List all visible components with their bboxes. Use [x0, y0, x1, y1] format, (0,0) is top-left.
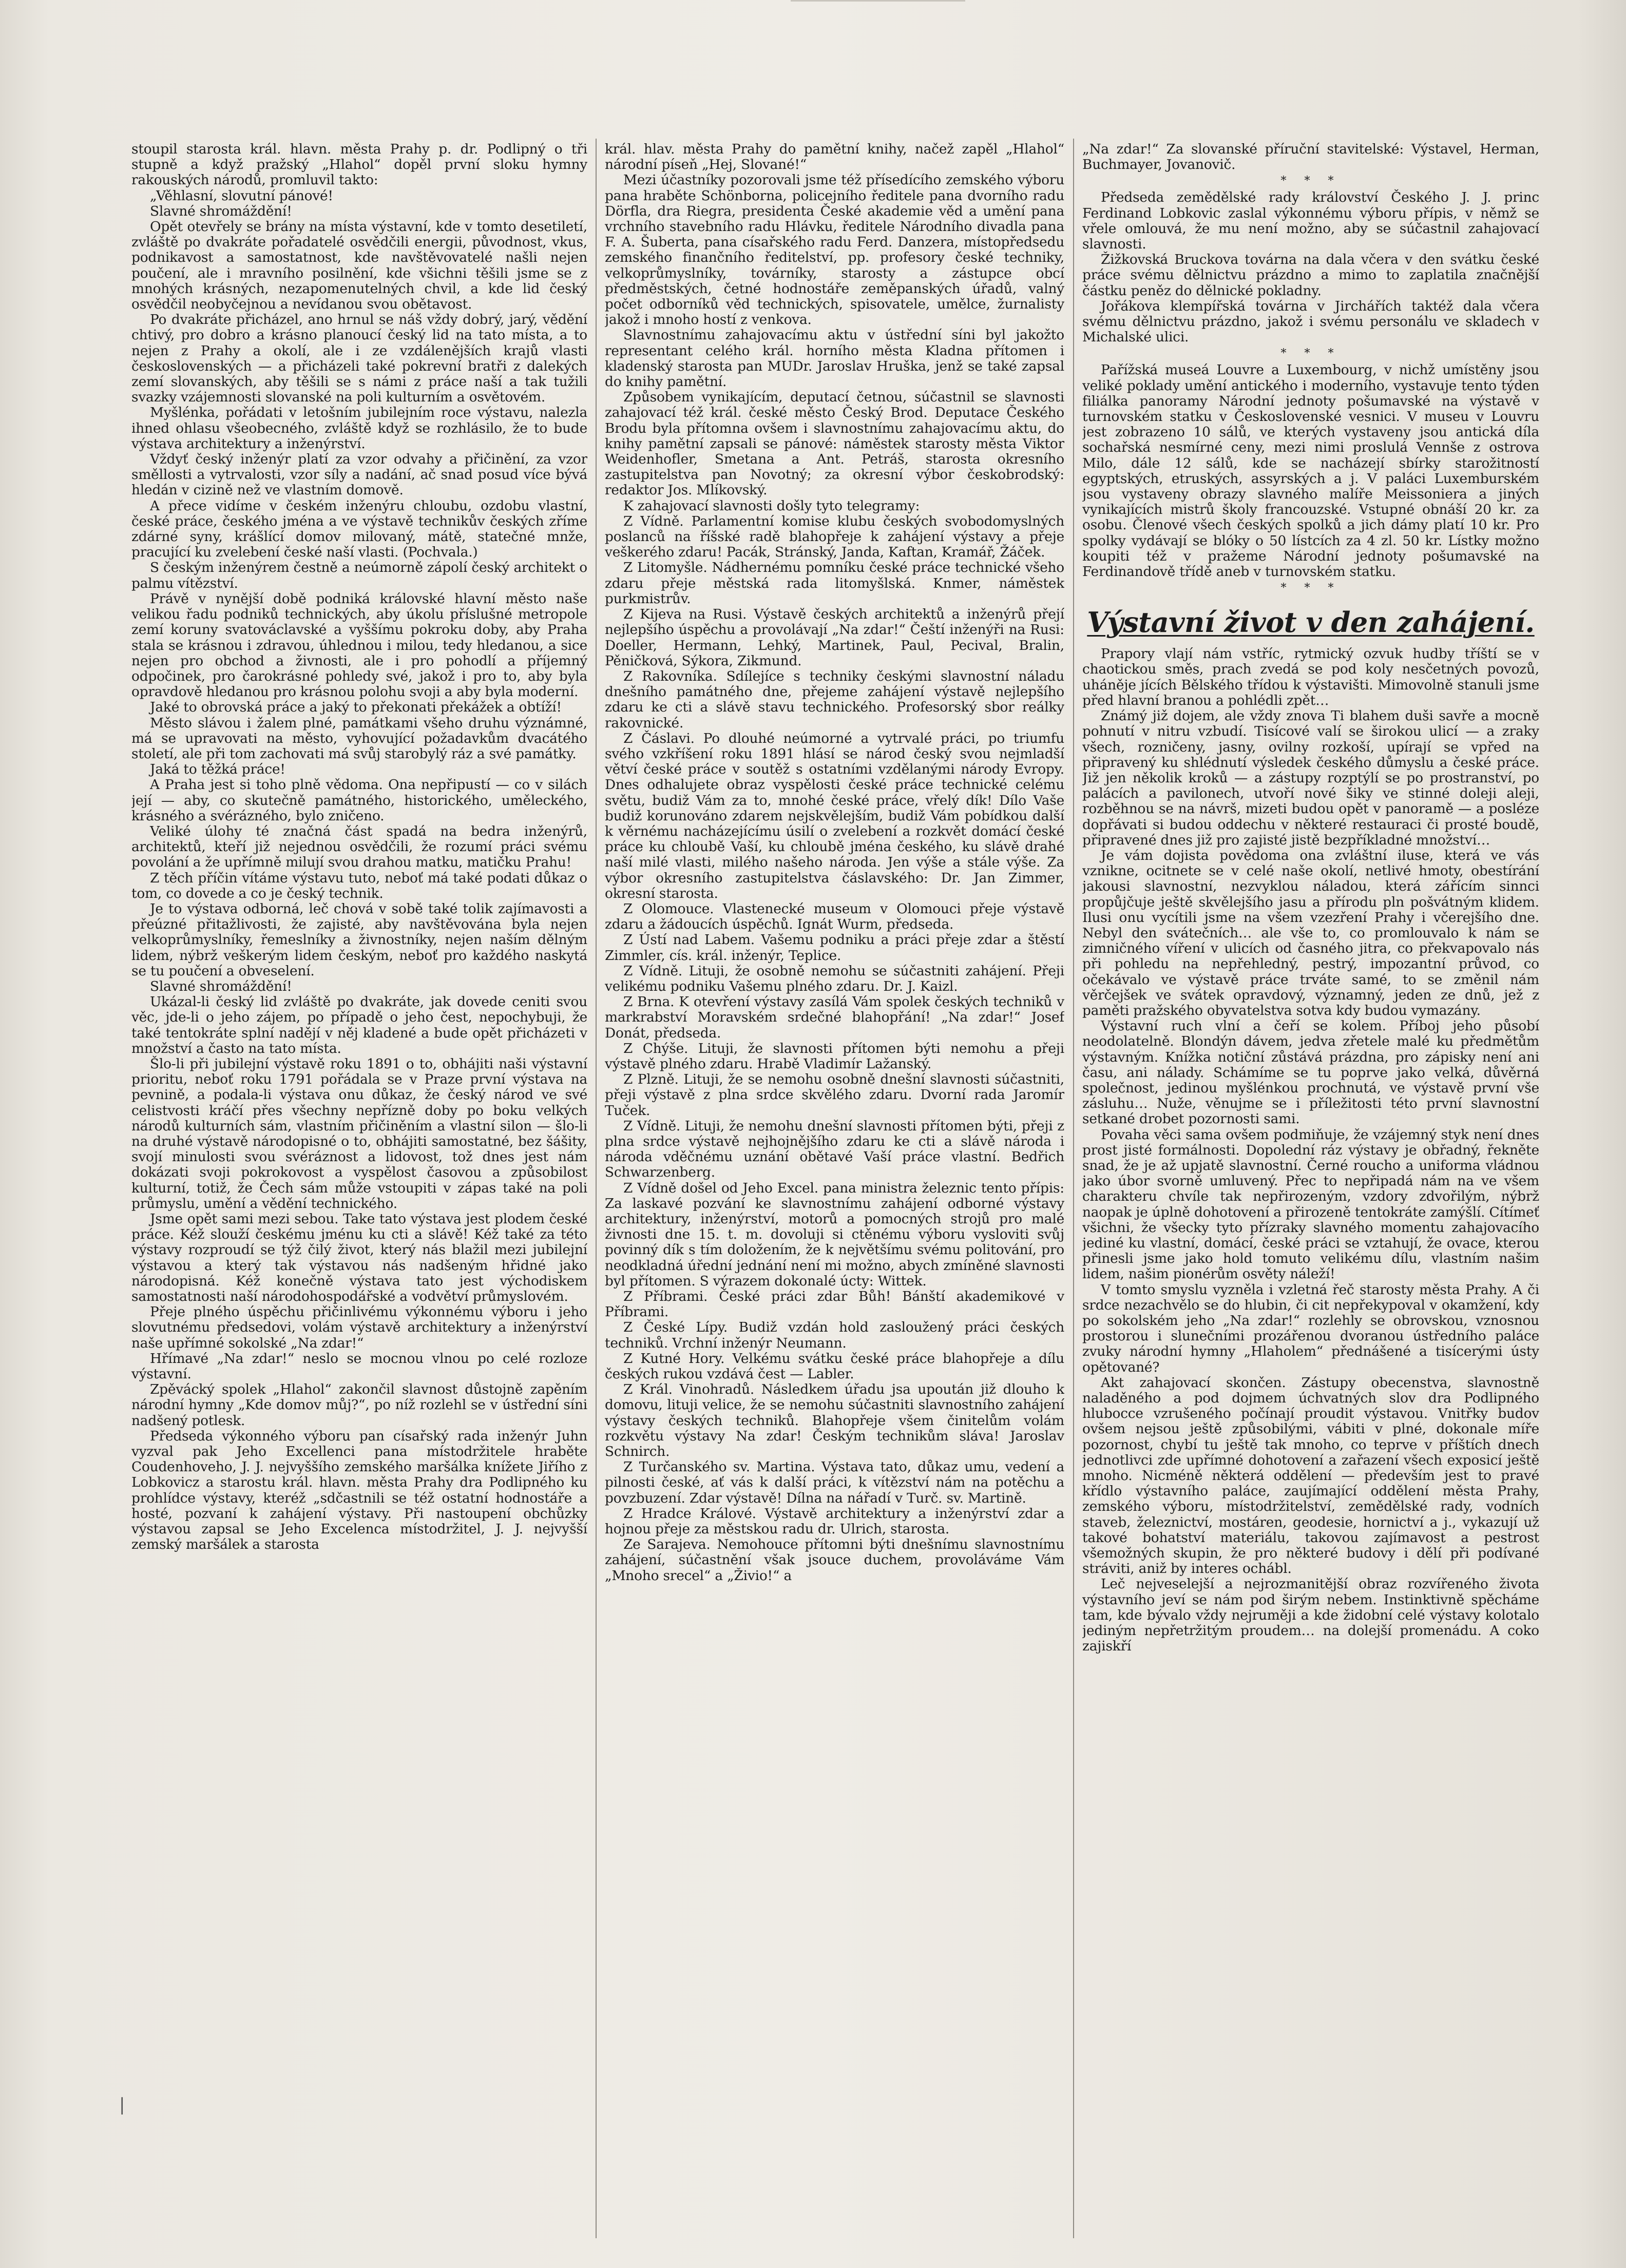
paragraph: Z Chýše. Lituji, že slavnosti přítomen býti nemohu a přeji výstavě plného zdaru. Hrabě Vladimír Lažanský. — [605, 1040, 1064, 1072]
column-1 — [131, 142, 587, 2236]
paragraph: Z Vídně. Parlamentní komise klubu českých svobodomyslných poslanců na říšské radě blahopřeje k zahájení výstavy a přeje veškerého zdaru! Pacák, Stránský, Janda, Kaftan, Kramář, Žáček. — [605, 513, 1064, 561]
paragraph: Ze Sarajeva. Nemohouce přítomni býti dnešnímu slavnostnímu zahájení, súčastnění však jsouce duchem, provoláváme Vám „Mnoho srecel“ a „Živio!“ a — [605, 1536, 1064, 1584]
paragraph: Zpěvácký spolek „Hlahol“ zakončil slavnost důstojně zapěním národní hymny „Kde domov můj?“, po níž rozlehl se v ústřední síni nadšený potlesk. — [131, 1381, 587, 1429]
column-3 — [1082, 142, 1539, 2236]
paragraph: Z těch příčin vítáme výstavu tuto, neboť má také podati důkaz o tom, co dovede a co je český technik. — [131, 870, 587, 901]
paragraph: Jořákova klempířská továrna v Jirchářích taktéž dala včera svému dělnictvu prázdno, jakož i svému personálu ve skladech v Michalské ulici. — [1082, 298, 1539, 345]
paragraph: Z Ústí nad Labem. Vašemu podniku a práci přeje zdar a štěstí Zimmler, cís. král. inženýr, Teplice. — [605, 932, 1064, 964]
paragraph: S českým inženýrem čestně a neúmorně zápolí český architekt o palmu vítězství. — [131, 560, 587, 591]
paragraph: Prapory vlají nám vstříc, rytmický ozvuk hudby tříští se v chaotickou směs, prach zvedá se pod koly nesčetných povozů, uháněje jících Bělského třídou k výstavišti. Mimovolně stanuli jsme před hlavní branou a pohlédli zpět… — [1082, 646, 1539, 708]
paragraph: Předseda výkonného výboru pan císařský rada inženýr Juhn vyzval pak Jeho Excellenci pana místodržitele hraběte Coudenhoveho, J. J. nejvyššího zemského maršálka knížete Jiřího z Lobkovicz a starostu král. hlavn. města Prahy dra Podlipného ku prohlídce výstavy, kteréž „sdčastnili se též ostatní hodnostáře a hosté, pozvaní k zahájení výstavy. Při nastoupení obchůzky výstavou zapsal se Jeho Excelenca místodržitel, J. J. nejvyšší zemský maršálek a starosta — [131, 1428, 587, 1553]
paragraph: Šlo-li při jubilejní výstavě roku 1891 o to, obhájiti naši výstavní prioritu, neboť roku 1791 pořádala se v Praze první výstava na pevnině, a podala-li výstava onu důkaz, že český národ ve své celistvosti kráčí přes všechny nepřízně doby po boku velkých národů kulturních sám, vlastním přičiněním a vlastní silon — šlo-li na druhé výstavě národopisné o to, obhájiti samostatné, bez šášity, svojí minulosti svou svéráznost a lidovost, tož dnes jest nám dokázati svoji pokrokovost a vyspělost časovou a způsobilost kulturní, totiž, že Čech sám může vstoupiti v zápas také na poli průmyslu, umění a vědění technického. — [131, 1055, 587, 1212]
paragraph: A přece vidíme v českém inženýru chloubu, ozdobu vlastní, české práce, českého jména a ve výstavě technikův českých zříme zdárné syny, krášlící domov milovaný, mátě, statečné mnže, pracující ku zvelebení české naší vlasti. (Pochvala.) — [131, 497, 587, 561]
paragraph: Z Olomouce. Vlastenecké museum v Olomouci přeje výstavě zdaru a žádoucích úspěchů. Ignát Wurm, předseda. — [605, 900, 1064, 933]
paragraph: Jaké to obrovská práce a jaký to překonati překážek a obtíží! — [150, 699, 562, 716]
paragraph: Z Turčanského sv. Martina. Výstava tato, důkaz umu, vedení a pilnosti české, ať vás k další práci, k vítězství nám na potěchu a povzbuzení. Zdar výstavě! Dílna na nářadí v Turč. sv. Martině. — [605, 1459, 1064, 1506]
paragraph: Z Kijeva na Rusi. Výstavě českých architektů a inženýrů přejí nejlepšího úspěchu a provolávají „Na zdar!“ Čeští inženýři na Rusi: Doeller, Hermann, Lehký, Martinek, Paul, Pecival, Bralin, Pěničková, Sýkora, Zikmund. — [605, 606, 1064, 669]
paragraph: Z Čáslavi. Po dlouhé neúmorné a vytrvalé práci, po triumfu svého vzkříšení roku 1891 hlásí se národ český svou nejmladší větví české práce v soutěž s ostatními vzdělanými národy Evropy. Dnes odhalujete obraz vyspělosti české práce technické celému světu, budiž Vám za to, mnohé české práce, vřelý dík! Dílo Vaše budiž korunováno zdarem nejskvělejším, budiž Vám pobídkou další k věrnému nacházejícímu úsilí o zvelebení a rozkvět domácí české práce ku chloubě Vaší, ku chloubě jména českého, ku slávě drahé naší milé vlasti, milého našeho národa. Jen výše a stále výše. Za výbor okresního zastupitelstva čáslavského: Dr. Jan Zimmer, okresní starosta. — [605, 730, 1064, 901]
separator-stars: * * * — [1280, 582, 1341, 595]
paragraph: Mezi účastníky pozorovali jsme též přísedícího zemského výboru pana hraběte Schönborna, policejního ředitele pana dvorního radu Dörfla, dra Riegra, presidenta České akademie věd a umění pana vrchního stavebního radu Hlávku, ředitele Národního divadla pana F. A. Šuberta, pana císařského radu Ferd. Danzera, místopředsedu zemského finančního ředitelství, pp. profesory české techniky, velkoprůmyslníky, továrníky, starosty a zástupce obcí předměstských, četné hodnostáře zeměpanských úřadů, valný počet odborníků věd technických, spisovatele, umělce, žurnalisty jakož i mnoho hostí z venkova. — [605, 172, 1064, 328]
paragraph: Z Kutné Hory. Velkému svátku české práce blahopřeje a dílu českých rukou vzdává čest — Labler. — [605, 1350, 1064, 1382]
paragraph: Z Brna. K otevření výstavy zasílá Vám spolek českých techniků v markrabství Moravském srdečné blahopřání! „Na zdar!“ Josef Donát, předseda. — [605, 994, 1064, 1041]
paragraph: Je vám dojista povědoma ona zvláštní iluse, která ve vás vznikne, ocitnete se v celé naše okolí, netlivé hmoty, obestírání jakousi slavnostní, nezvyklou náladou, která zářícím sinnci propůjčuje ještě skvělejšího jasu a přírodu pln pošvátným klidem. Ilusi onu vycítili jsme na všem vzezření Prahy i včerejšího dne. Nebyl den svátečních… ale vše to, co promlouvalo k nám se zimničného víření v ulicích od časného jitra, co překvapovalo nás při pohledu na nepřehledný, pestrý, impozantní průvod, co očekávalo ve výstavě práce trváte samé, to se změnil nám věrčejšek ve svátek opravdový, významný, jeden ze dnů, jež z paměti pražského obyvatelstva sotva kdy budou vymazány. — [1082, 847, 1539, 1018]
paragraph: Po dvakráte přicházel, ano hrnul se náš vždy dobrý, jarý, vědění chtivý, pro dobro a krásno planoucí český lid na tato místa, a to nejen z Prahy a okolí, ale i ze vzdálenějších krajů vlasti československých — a přicházeli také pokrevní bratři z dalekých zemí slovanských, aby těšili se s námi z práce naší a tak tužili svazky vzájemnosti slovanské na poli kulturním a osvětovém. — [131, 312, 587, 406]
paragraph: Právě v nynější době podniká královské hlavní město naše velikou řadu podniků technických, aby úkolu příslušné metropole zemí koruny svatováclavské a vyššímu pokroku doby, aby Praha stala se krásnou i zdravou, úhlednou i milou, tedy hledanou, a sice nejen pro obchod a živnosti, ale i pro pohodlí a příjemný odpočinek, pro čarokrásné pohledy své, jakož i pro to, aby byla opravdově hledanou pro krásnou polohu svoji a aby byla moderní. — [131, 590, 587, 700]
paragraph: Veliké úlohy té značná část spadá na bedra inženýrů, architektů, kteří již nejednou osvědčili, že rozumí práci svému povolání a že upřímně milují svou drahou matku, matičku Prahu! — [131, 823, 587, 871]
paragraph: král. hlav. města Prahy do pamětní knihy, načež zapěl „Hlahol“ národní píseň „Hej, Slované!“ — [605, 142, 1064, 173]
paragraph: Město slávou i žalem plné, památkami všeho druhu význámné, má se upravovati na město, vyhovující požadavkům dvacátého století, ale při tom zachovati má svůj starobylý ráz a své památky. — [131, 715, 587, 762]
paragraph: Z Vídně. Lituji, že nemohu dnešní slavnosti přítomen býti, přeji z plna srdce výstavě nejhojnějšího zdaru ke cti a slávě národa i národa vděčnému uznání obětavé Vaší práce vlastní. Bedřich Schwarzenberg. — [605, 1118, 1064, 1181]
paragraph: Povaha věci sama ovšem podmiňuje, že vzájemný styk není dnes prost jisté formálnosti. Dopolední ráz výstavy je obřadný, řekněte snad, že je až upjatě slavnostní. Černé roucho a uniforma vládnou jako úbor svorně umluvený. Přec to nepřipadá nám na ve všem charakteru chvíle tak nepřirozeným, vzdory zdvořilým, nýbrž naopak je úplně dohotovení a přirozeně tentokráte zamýšlí. Cítímeť všichni, že všecky tyto přízraky slavného momentu zahajovacího jediné ku vlastní, domácí, české práci se vztahují, že ovace, kterou přinesli jsme jako hold tomuto velikému dílu, vlastním našim lidem, našim pionérům osvěty náleží! — [1082, 1126, 1539, 1282]
paragraph: Z Vídně. Lituji, že osobně nemohu se súčastniti zahájení. Přeji velikému podniku Vašemu plného zdaru. Dr. J. Kaizl. — [605, 963, 1064, 994]
paragraph: Předseda zemědělské rady království Českého J. J. princ Ferdinand Lobkovic zaslal výkonnému výboru přípis, v němž se vřele omlouvá, že mu není možno, aby se súčastnil zahajovací slavnosti. — [1082, 189, 1539, 253]
paragraph: stoupil starosta král. hlavn. města Prahy p. dr. Podlipný o tři stupně a když pražský „Hlahol“ dopěl první sloku hymny rakouských národů, promluvil takto: — [131, 142, 587, 188]
column-divider-2 — [1073, 139, 1074, 2238]
paragraph: Způsobem vynikajícím, deputací četnou, súčastnil se slavnosti zahajovací též král. české město Český Brod. Deputace Českého Brodu byla přítomna ovšem i slavnostnímu zahajovacímu aktu, do knihy pamětní zapsali se pánové: náměstek starosty města Viktor Weidenhofler, Smetana a Ant. Petráš, starosta okresního zastupitelstva pan Novotný; za okresní výbor českobrodský: redaktor Jos. Mlíkovský. — [605, 389, 1064, 498]
column-3-louvre — [1082, 362, 1539, 580]
paragraph: Slavné shromáždění! — [150, 203, 292, 219]
separator-stars: * * * — [1280, 347, 1341, 360]
column-3-opening — [1082, 142, 1539, 172]
paragraph: Z Hradce Králové. Výstavě architektury a inženýrství zdar a hojnou přeje za městskou radu dr. Ulrich, starosta. — [605, 1505, 1064, 1537]
column-divider-1 — [596, 139, 597, 2238]
separator-stars: * * * — [1280, 175, 1341, 188]
paragraph: Slavnostnímu zahajovacímu aktu v ústřední síni byl jakožto representant celého král. horního města Kladna přítomen i kladenský starosta pan MUDr. Jaroslav Hruška, jenž se také zapsal do knihy pamětní. — [605, 327, 1064, 390]
paragraph: Jaká to těžká práce! — [150, 761, 285, 778]
paragraph: Vždyť český inženýr platí za vzor odvahy a přičinění, za vzor směllosti a vytrvalosti, vzor síly a nadání, ač snad posud více bývá hledán v cizině než ve vlastním domově. — [131, 451, 587, 498]
paragraph: Akt zahajovací skončen. Zástupy obecenstva, slavnostně naladěného a pod dojmem úchvatných slov dra Podlipného hlubocce vzrušeného počínají proudit výstavou. Vnitřky budov ovšem nejsou ještě způsobilými, vábiti v plné, dokonale míře pozornost, chybí tu ještě tak mnoho, co teprve v příštích dnech jednotlivci zde upřímné dohotovení a zařazení všech exposicí ještě mnoho. Nicméně některá oddělení — především jest to pravé křídlo výstavního paláce, zaujímající oddělení města Prahy, zemského výboru, místodržitelství, zemědělské rady, vodních staveb, železnictví, mostáren, geodesie, hornictví a j., vykazují už takové bohatství materiálu, takovou zajímavost a pestrost všemožných skupin, že pro některé budovy i dělí při podívané stráviti, aniž by interes ochábl. — [1082, 1374, 1539, 1577]
paragraph: Žižkovská Bruckova továrna na dala včera v den svátku české práce svému dělnictvu prázdno a mimo to zaplatila značnější částku peněz do dělnické pokladny. — [1082, 252, 1539, 299]
paragraph: Z Král. Vinohradů. Následkem úřadu jsa upoután již dlouho k domovu, lituji velice, že se nemohu súčastniti slavnostního zahájení výstavy českých techniků. Blahopřeje všem činitelům volám rozkvětu výstavy Na zdar! Českým technikům sláva! Jaroslav Schnirch. — [605, 1381, 1064, 1460]
paragraph: Jsme opět sami mezi sebou. Take tato výstava jest plodem české práce. Kéž slouží českému jménu ku cti a slávě! Kéž také za této výstavy rozproudí se týž čilý život, který nás blažil mezi jubilejní výstavou a který tak výstavou nás nadšeným hřidné jako národopisná. Kéž konečně výstava tato jest východiskem samostatnosti naší národohospodářské a vodvětví průmyslovém. — [131, 1211, 587, 1305]
paragraph: Přeje plného úspěchu přičinlivému výkonnému výboru i jeho slovutnému předsedovi, volám výstavě architektury a inženýrství naše upřímné sokolské „Na zdar!“ — [131, 1304, 587, 1351]
paragraph: Slavné shromáždění! — [150, 978, 292, 994]
paragraph: Z Vídně došel od Jeho Excel. pana ministra železnic tento přípis: Za laskavé pozvání ke slavnostnímu zahájení odborné výstavy architektury, inženýrství, motorů a pomocných strojů pro malé živnosti dne 15. t. m. dovoluji si ctěnému výboru vysloviti svůj povinný dík s tím doložením, že k největšímu svému politování, pro neodkladná úřední jednání není mi možno, abych zmíněné slavnosti byl přítomen. S výrazem dokonalé úcty: Wittek. — [605, 1180, 1064, 1289]
paragraph: Opět otevřely se brány na místa výstavní, kde v tomto desetiletí, zvláště po dvakráte pořadatelé osvědčili energii, původnost, vkus, podnikavost a samostatnost, kde navštěvovatelé našli nejen poučení, ale i mravního posilnění, kde všichni těšili jsme se z mnohých krásných, nezapomenutelných chvil, a kde lid český osvědčil neobyčejnou a nevídanou svou obětavost. — [131, 219, 587, 313]
paragraph: Z Plzně. Lituji, že se nemohu osobně dnešní slavnosti súčastniti, přeji výstavě z plna srdce skvělého zdaru. Dvorní rada Jaromír Tuček. — [605, 1071, 1064, 1119]
paragraph: Známý již dojem, ale vždy znova Ti blahem duši savře a mocně pohnutí v nitru vzbudí. Tisícové valí se širokou ulicí — a zraky všech, rozničeny, jasny, ovilny rozkoší, upírají se vpřed na připravený ku shlédnutí výsledek českého důmyslu a české práce. Již jen několik kroků — a zástupy rozptýlí se po prostranství, po palácích a pavilonech, utvoří nové šiky ve stinné doleji aleji, rozběhnou se na návrš, mizeti budou opět v panoramě — a posléze dopřávati si budou oddechu v některé restauraci či prosté boudě, připravené dnes již pro zajisté jistě bezpříkladné množství… — [1082, 708, 1539, 848]
paragraph: Z Litomyšle. Nádhernému pomníku české práce technické všeho zdaru přeje městská rada litomyšlská. Knmer, náměstek purkmistrův. — [605, 560, 1064, 607]
paragraph: Je to výstava odborná, leč chová v sobě také tolik zajímavosti a přeúzné přitažlivosti, že zajisté, aby navštěvována byla nejen velkoprůmyslníky, řemeslníky a živnostníky, nejen naším dělným lidem, nýbrž veškerým lidem českým, neboť pro každého naskytá se tu poučení a obveselení. — [131, 900, 587, 979]
paragraph: A Praha jest si toho plně vědoma. Ona nepřipustí — co v silách její — aby, co skutečně památného, historického, uměleckého, krásného a svérázného, bylo zničeno. — [131, 777, 587, 824]
paragraph: „Věhlasní, slovutní pánové! — [150, 187, 333, 204]
column-3-notices — [1082, 190, 1539, 345]
paragraph: Pařížská museá Louvre a Luxembourg, v nichž umístěny jsou veliké poklady umění antického i moderního, vystavuje tento týden filiálka panoramy Národní jednoty pošumavské na výstavě v turnovském statku v Československé vesnici. V museu v Louvru jest zobrazeno 10 sálů, ve kterých vystaveny jsou antická díla sochařská nesmírné ceny, mezi nimi proslulá Vennše z ostrova Milo, dále 12 sálů, kde se nacházejí sbírky starožitností egyptských, etruských, assyrských a j. V paláci Luxemburském jsou vystaveny obrazy slavného malíře Meissoniera a jiných vynikajících mistrů školy francouzské. Vstupné obnáší 20 kr. za osobu. Členové všech českých spolků a jich dámy platí 10 kr. Pro spolky vydávají se blóky o 50 lístcích za 4 zl. 50 kr. Lístky možno koupiti též v pražeme Národní jednoty pošumavské na Ferdinandově třídě aneb v turnovském statku. — [1082, 362, 1539, 580]
paragraph: „Na zdar!“ Za slovanské příruční stavitelské: Výstavel, Herman, Buchmayer, Jovanovič. — [1082, 142, 1539, 173]
margin-mark: | — [119, 2094, 125, 2115]
column-2 — [605, 142, 1064, 2236]
paragraph: Z Příbrami. České práci zdar Bůh! Bánští akademikové v Příbrami. — [605, 1289, 1064, 1320]
section-heading: Výstavní život v den zahájení. — [1087, 606, 1535, 639]
paragraph: Hřímavé „Na zdar!“ neslo se mocnou vlnou po celé rozloze výstavní. — [131, 1350, 587, 1382]
paragraph: Z České Lípy. Budiž vzdán hold zasloužený práci českých techniků. Vrchní inženýr Neumann. — [605, 1319, 1064, 1351]
paragraph: Leč nejveselejší a nejrozmanitější obraz rozvířeného života výstavního jeví se nám pod širým nebem. Instinktivně spěcháme tam, kde bývalo vždy nejruměji a kde židobní celé výstavy kolotalo jediným nepřetržitým proudem… na dolejší promenádu. A coko zajiskří — [1082, 1576, 1539, 1655]
paragraph: Z Rakovníka. Sdílejíce s techniky českými slavnostní náladu dnešního památného dne, přejeme zahájení výstavě nejlepšího zdaru ke cti a slávě stavu technického. Profesorský sbor reálky rakovnické. — [605, 668, 1064, 731]
paragraph: Myšlénka, pořádati v letošním jubilejním roce výstavu, nalezla ihned ohlasu všeobecného, zvláště když se rozhlásilo, že to bude výstava architektury a inženýrství. — [131, 405, 587, 452]
paragraph: Výstavní ruch vlní a čeří se kolem. Příboj jeho působí neodolatelně. Blondýn dávem, jedva zřetele malé ku předmětům výstavným. Knížka notiční zůstává prázdna, pro zápisky není ani času, ani nálady. Schámíme se tu poprve jako velká, důvěrná společnost, jedinou myšlénkou prochnutá, ve výstavě první vše zásluhu… Nuže, věnujme se i příležitosti této první slavnostní setkané drobet pozornosti sami. — [1082, 1018, 1539, 1127]
paragraph: Ukázal-li český lid zvláště po dvakráte, jak dovede ceniti svou věc, jde-li o jeho zájem, po případě o jeho čest, nepochybuji, že také tentokráte splní nadějí v něj kladené a bude opět přicházeti v množství a často na tato místa. — [131, 994, 587, 1056]
paragraph: K zahajovací slavnosti došly tyto telegramy: — [623, 497, 920, 514]
paragraph: V tomto smyslu vyzněla i vzletná řeč starosty města Prahy. A či srdce nezachvělo se do hlubin, či cit nepřekypoval v okamžení, kdy po sokolském jeho „Na zdar!“ rozlehly se obrovskou, vznosnou prostorou i slunečními prozářenou dvoranou ústředního paláce zvuky národní hymny „Hlaholem“ přednášené a tisícerými ústy opětované? — [1082, 1281, 1539, 1375]
page-top-line — [791, 0, 965, 2]
column-3-report — [1082, 646, 1539, 1654]
